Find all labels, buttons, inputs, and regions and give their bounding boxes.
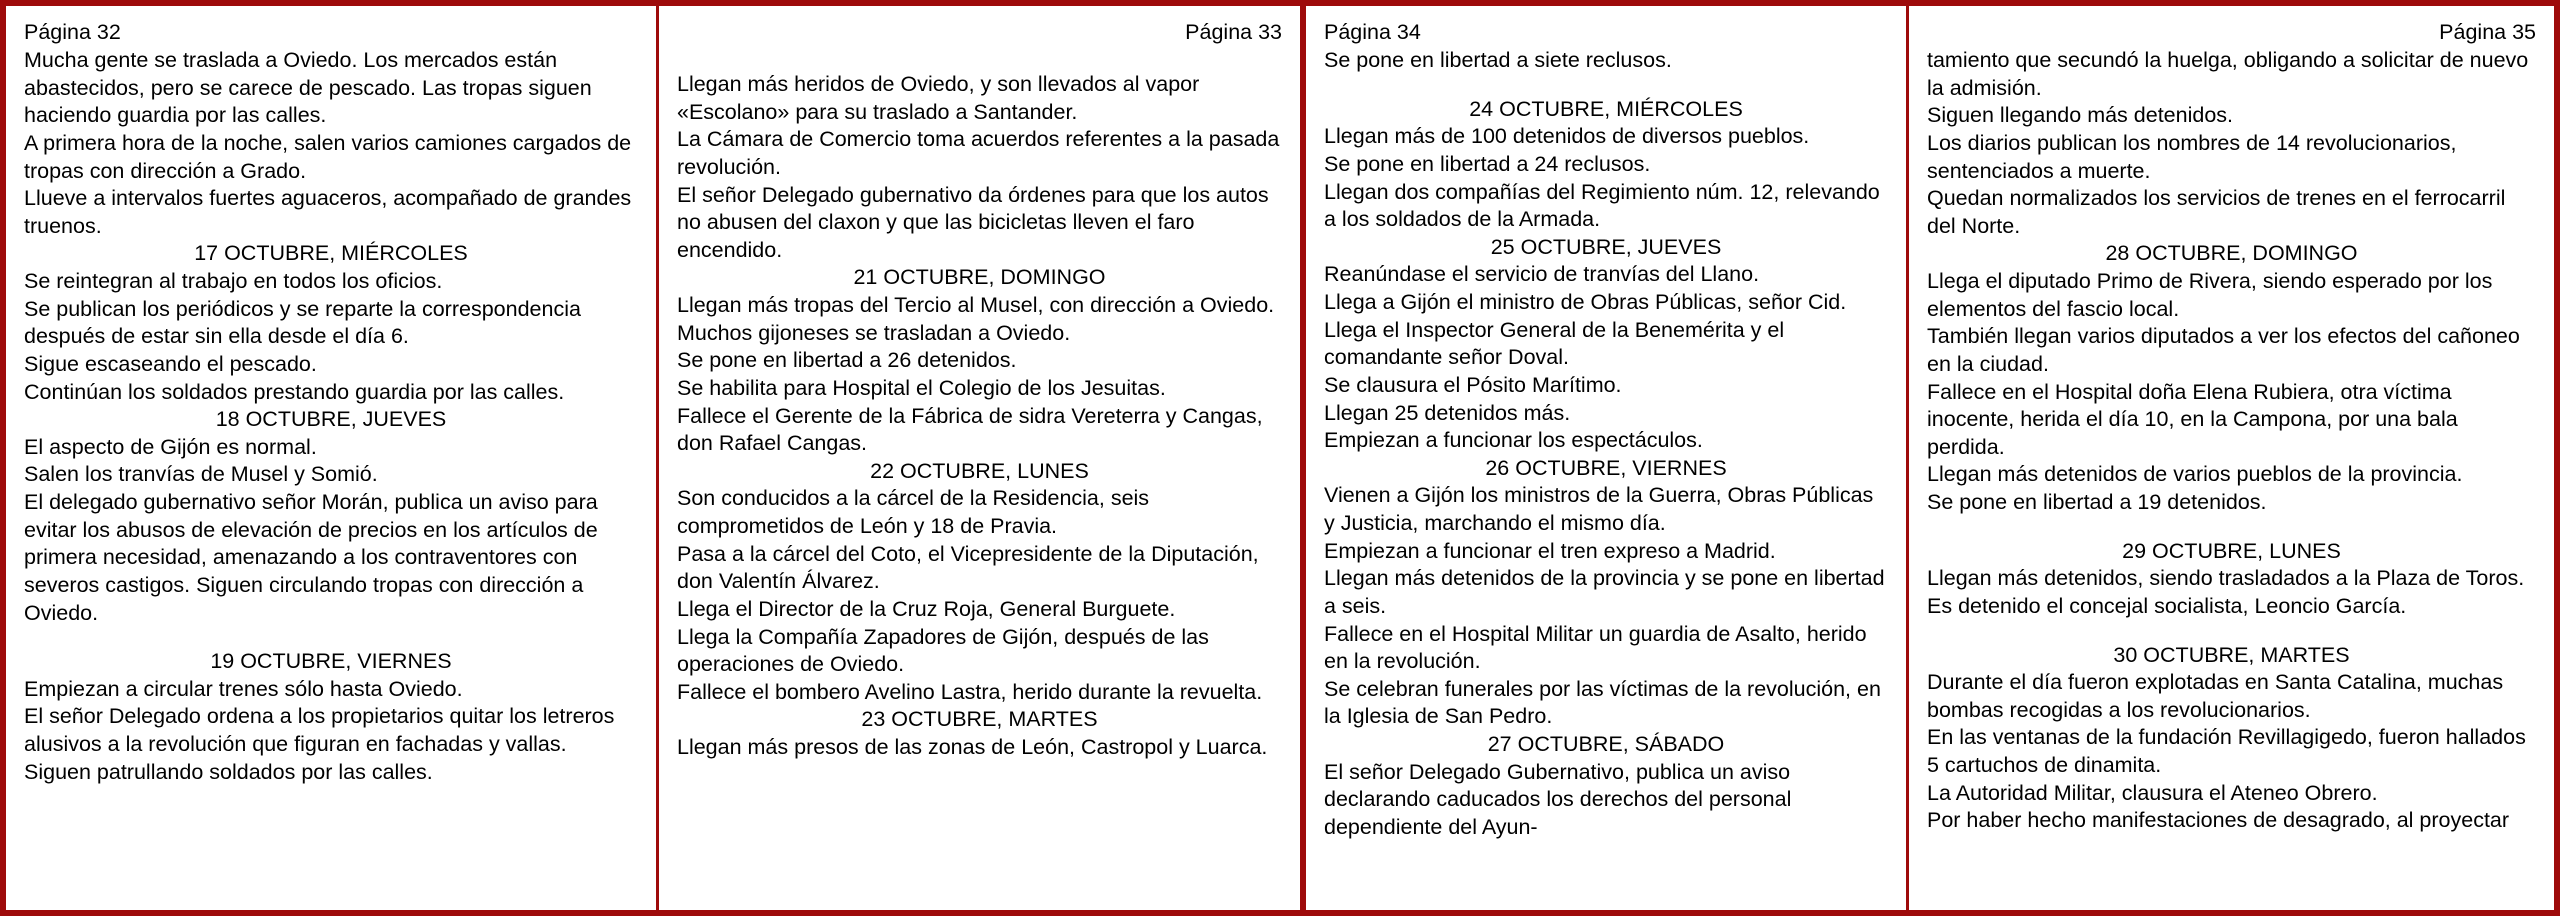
paragraph-spacer <box>1324 75 1888 96</box>
date-heading: 18 OCTUBRE, JUEVES <box>215 407 447 432</box>
body-paragraph: Llegan más detenidos de la provincia y se pone en libertad a seis. <box>1324 566 1885 618</box>
date-heading: 29 OCTUBRE, LUNES <box>2122 538 2341 563</box>
body-paragraph: Se habilita para Hospital el Colegio de los Jesuitas. <box>676 375 1166 400</box>
body-paragraph: También llegan varios diputados a ver los efectos del cañoneo en la ciudad. <box>1927 324 2520 376</box>
body-paragraph: Fallece en el Hospital Militar un guardia de Asalto, herido en la revolución. <box>1324 621 1867 674</box>
body-paragraph: Se pone en libertad a 19 detenidos. <box>1927 490 2267 514</box>
paragraph-spacer <box>24 627 638 648</box>
date-heading: 24 OCTUBRE, MIÉRCOLES <box>1469 96 1743 121</box>
page-34-body <box>1324 47 1888 842</box>
body-paragraph: Se pone en libertad a 24 reclusos. <box>1324 151 1651 176</box>
body-paragraph: Fallece el bombero Avelino Lastra, herido durante la revuelta. <box>676 679 1263 704</box>
page-33-body <box>677 47 1282 762</box>
page-32-body <box>24 47 638 786</box>
date-heading: 19 OCTUBRE, VIERNES <box>210 649 452 674</box>
body-paragraph: El delegado gubernativo señor Morán, publica un aviso para evitar los abusos de elevación de precios en los artículos de primera necesidad, amenazando a los contraventores con severos castigos. Siguen circulando tropas con dirección a Oviedo. <box>24 490 598 625</box>
date-heading: 21 OCTUBRE, DOMINGO <box>853 265 1106 290</box>
body-paragraph: La Autoridad Militar, clausura el Ateneo Obrero. <box>1927 780 2378 805</box>
body-paragraph: Llega a Gijón el ministro de Obras Públicas, señor Cid. <box>1324 290 1847 314</box>
date-heading: 25 OCTUBRE, JUEVES <box>1490 234 1722 259</box>
body-paragraph: Es detenido el concejal socialista, Leoncio García. <box>1927 593 2407 618</box>
body-paragraph: Se publican los periódicos y se reparte la correspondencia después de estar sin ella desde el día 6. <box>24 296 581 349</box>
date-heading: 27 OCTUBRE, SÁBADO <box>1487 732 1725 756</box>
page-32-label: Página 32 <box>24 20 121 44</box>
date-heading: 22 OCTUBRE, LUNES <box>870 458 1089 483</box>
page-33 <box>656 6 1300 910</box>
body-paragraph: Llega el Director de la Cruz Roja, General Burguete. <box>676 596 1176 621</box>
body-paragraph: Empiezan a funcionar el tren expreso a Madrid. <box>1324 538 1776 563</box>
book-right-volume <box>1306 0 2560 916</box>
body-paragraph: Durante el día fueron explotadas en Santa Catalina, muchas bombas recogidas a los revolucionarios. <box>1927 670 2504 722</box>
body-paragraph: Sigue escaseando el pescado. <box>24 351 317 376</box>
body-paragraph: Los diarios publican los nombres de 14 revolucionarios, sentenciados a muerte. <box>1927 130 2457 183</box>
page-34 <box>1306 6 1906 910</box>
body-paragraph: Salen los tranvías de Musel y Somió. <box>24 462 378 487</box>
body-paragraph: Siguen patrullando soldados por las calles. <box>24 759 433 784</box>
page-34-label: Página 34 <box>1324 20 1421 44</box>
body-paragraph: Continúan los soldados prestando guardia por las calles. <box>24 379 565 404</box>
page-33-label: Página 33 <box>1185 20 1282 44</box>
body-paragraph: Empiezan a circular trenes sólo hasta Oviedo. <box>24 676 463 701</box>
body-paragraph: En las ventanas de la fundación Revillagigedo, fueron hallados 5 cartuchos de dinamita. <box>1927 725 2526 777</box>
body-paragraph: Mucha gente se traslada a Oviedo. Los mercados están abastecidos, pero se carece de pescado. Las tropas siguen haciendo guardia por las calles. <box>24 48 592 128</box>
body-paragraph: Se reintegran al trabajo en todos los oficios. <box>24 269 443 293</box>
body-paragraph: Llegan dos compañías del Regimiento núm. 12, relevando a los soldados de la Armada. <box>1324 179 1880 232</box>
body-paragraph: Son conducidos a la cárcel de la Residencia, seis comprometidos de León y 18 de Pravia. <box>676 486 1150 538</box>
date-heading: 26 OCTUBRE, VIERNES <box>1485 455 1727 480</box>
date-heading: 23 OCTUBRE, MARTES <box>861 707 1098 732</box>
body-paragraph: El aspecto de Gijón es normal. <box>24 434 317 459</box>
body-paragraph: Se clausura el Pósito Marítimo. <box>1324 372 1622 397</box>
body-paragraph: Quedan normalizados los servicios de trenes en el ferrocarril del Norte. <box>1927 186 2506 238</box>
body-paragraph: La Cámara de Comercio toma acuerdos referentes a la pasada revolución. <box>676 127 1280 179</box>
date-heading: 28 OCTUBRE, DOMINGO <box>2105 241 2358 266</box>
body-paragraph: Llega la Compañía Zapadores de Gijón, después de las operaciones de Oviedo. <box>676 624 1209 677</box>
body-paragraph: Llegan más de 100 detenidos de diversos pueblos. <box>1324 124 1810 149</box>
body-paragraph: Se celebran funerales por las víctimas de la revolución, en la Iglesia de San Pedro. <box>1324 676 1881 729</box>
body-paragraph: Llega el diputado Primo de Rivera, siendo esperado por los elementos del fascio local. <box>1927 269 2493 321</box>
body-paragraph: Llegan más detenidos de varios pueblos de la provincia. <box>1927 462 2463 487</box>
body-paragraph: Por haber hecho manifestaciones de desagrado, al proyectar <box>1927 808 2510 833</box>
body-paragraph: Llegan más tropas del Tercio al Musel, con dirección a Oviedo. <box>676 293 1275 317</box>
paragraph-spacer <box>1927 517 2536 538</box>
page-32 <box>6 6 656 910</box>
date-heading: 17 OCTUBRE, MIÉRCOLES <box>194 241 468 266</box>
body-paragraph: Se pone en libertad a siete reclusos. <box>1324 48 1672 72</box>
body-paragraph: Fallece el Gerente de la Fábrica de sidra Vereterra y Cangas, don Rafael Cangas. <box>676 403 1263 456</box>
body-paragraph: El señor Delegado ordena a los propietarios quitar los letreros alusivos a la revolución que figuran en fachadas y vallas. <box>24 704 615 756</box>
body-paragraph: Llega el Inspector General de la Benemérita y el comandante señor Doval. <box>1324 317 1785 370</box>
body-paragraph: Llegan más presos de las zonas de León, Castropol y Luarca. <box>676 735 1268 759</box>
body-paragraph: Se pone en libertad a 26 detenidos. <box>676 348 1017 373</box>
page-top-pad <box>677 47 1282 71</box>
date-heading: 30 OCTUBRE, MARTES <box>2113 642 2350 667</box>
body-paragraph: Llegan más heridos de Oviedo, y son llevados al vapor «Escolano» para su traslado a Santander. <box>676 72 1200 124</box>
page-35-label: Página 35 <box>2439 20 2536 44</box>
body-paragraph: Llegan más detenidos, siendo trasladados a la Plaza de Toros. <box>1927 566 2525 591</box>
body-paragraph: Fallece en el Hospital doña Elena Rubiera, otra víctima inocente, herida el día 10, en la Campona, por una bala perdida. <box>1927 379 2458 459</box>
body-paragraph: Pasa a la cárcel del Coto, el Vicepresidente de la Diputación, don Valentín Álvarez. <box>676 541 1259 594</box>
page-35-body <box>1927 47 2536 835</box>
body-paragraph: tamiento que secundó la huelga, obligando a solicitar de nuevo la admisión. <box>1927 48 2529 100</box>
body-paragraph: El señor Delegado gubernativo da órdenes para que los autos no abusen del claxon y que las bicicletas lleven el faro encendido. <box>676 182 1269 262</box>
body-paragraph: A primera hora de la noche, salen varios camiones cargados de tropas con dirección a Grado. <box>24 130 632 183</box>
body-paragraph: El señor Delegado Gubernativo, publica un aviso declarando caducados los derechos del personal dependiente del Ayun- <box>1324 759 1792 839</box>
body-paragraph: Llegan 25 detenidos más. <box>1324 400 1571 425</box>
body-paragraph: Llueve a intervalos fuertes aguaceros, acompañado de grandes truenos. <box>24 186 632 238</box>
body-paragraph: Empiezan a funcionar los espectáculos. <box>1324 428 1703 453</box>
page-35 <box>1906 6 2554 910</box>
body-paragraph: Vienen a Gijón los ministros de la Guerra, Obras Públicas y Justicia, marchando el mismo día. <box>1324 483 1874 535</box>
body-paragraph: Muchos gijoneses se trasladan a Oviedo. <box>676 320 1071 345</box>
body-paragraph: Reanúndase el servicio de tranvías del Llano. <box>1324 262 1760 287</box>
paragraph-spacer <box>1927 621 2536 642</box>
body-paragraph: Siguen llegando más detenidos. <box>1927 103 2233 128</box>
